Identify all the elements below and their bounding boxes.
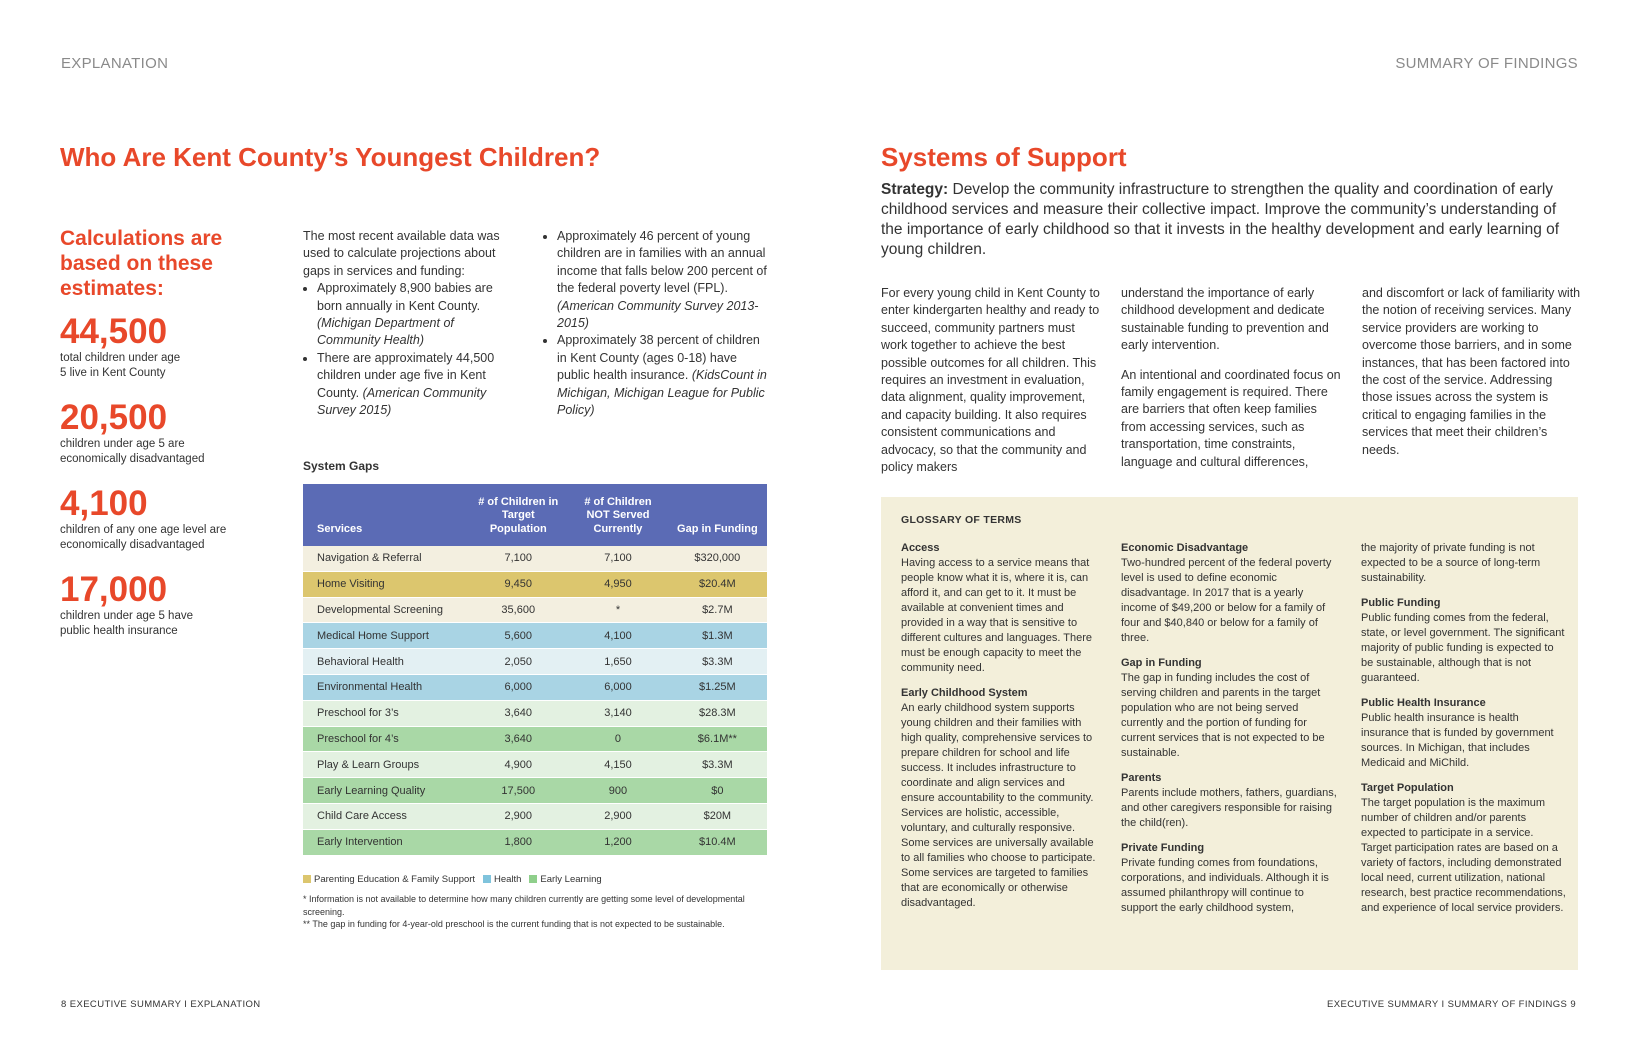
cell-service: Early Learning Quality (303, 778, 468, 804)
right-footer: EXECUTIVE SUMMARY I SUMMARY OF FINDINGS 9 (1326, 999, 1576, 1010)
support-column-2: understand the importance of early childhood development and dedicate sustainable funding to prevention and early intervention. An intentional and coordinated focus on family engagement is required. There are barriers that often keep families from accessing services, such as transportation, time constraints, language and cultural differences, (1121, 286, 1341, 469)
legend-swatch (483, 875, 491, 883)
right-running-header: SUMMARY OF FINDINGS (1395, 55, 1578, 72)
table-row (303, 829, 767, 855)
cell-gap: $6.1M** (668, 726, 767, 752)
cell-target: 6,000 (468, 674, 568, 700)
cell-not-served: 7,100 (568, 546, 667, 571)
stat-label: total children under age 5 live in Kent County (60, 352, 181, 379)
cell-gap: $20M (668, 803, 767, 829)
estimates-heading: Calculations are based on these estimates: (60, 227, 223, 300)
cell-gap: $2.7M (668, 597, 767, 623)
stat-value: 4,100 (60, 484, 148, 523)
legend-item: Health (483, 874, 521, 885)
column-header: # of Children NOT Served Currently (568, 484, 667, 546)
glossary-term: Economic Disadvantage (1121, 542, 1249, 554)
cell-service: Environmental Health (303, 674, 468, 700)
cell-gap: $28.3M (668, 700, 767, 726)
table-row (303, 700, 767, 726)
glossary-definition: Public health insurance is health insurance that is funded by government sources. In Michigan, that includes Medicaid and MiChild. (1361, 712, 1554, 769)
left-page-title: Who Are Kent County’s Youngest Children? (60, 142, 601, 172)
glossary-definition: Parents include mothers, fathers, guardians, and other caregivers responsible for raising the child(ren). (1121, 787, 1337, 829)
intro-bullet: • Approximately 38 percent of children in Kent County (ages 0-18) have public health insurance. (KidsCount in Michigan, Michigan League for Public Policy) (557, 332, 773, 419)
intro-column-2 (543, 228, 773, 419)
cell-gap: $1.3M (668, 623, 767, 649)
stat-value: 44,500 (60, 312, 168, 351)
glossary-definition: The gap in funding includes the cost of serving children and parents in the target population who are not being served currently and the portion of funding for current services that is not expected to be sustainable. (1121, 672, 1325, 759)
cell-service: Child Care Access (303, 803, 468, 829)
cell-service: Early Intervention (303, 829, 468, 855)
cell-not-served: * (568, 597, 667, 623)
intro-lead: The most recent available data was used to calculate projections about gaps in services and funding: (303, 229, 500, 278)
cell-not-served: 1,200 (568, 829, 667, 855)
glossary-definition: Private funding comes from foundations, corporations, and individuals. Although it is assumed philanthropy will continue to support the early childhood system, (1121, 857, 1329, 914)
right-page-title: Systems of Support (881, 142, 1127, 172)
intro-bullet: • Approximately 46 percent of young children are in families with an annual income that falls below 200 percent of the federal poverty level (FPL). (American Community Survey 2013-2015) (557, 228, 773, 332)
table-footnotes (303, 893, 773, 931)
cell-gap: $3.3M (668, 649, 767, 675)
stat-label: children under age 5 have public health insurance (60, 610, 193, 637)
cell-gap: $1.25M (668, 674, 767, 700)
cell-target: 5,600 (468, 623, 568, 649)
stat-block (60, 399, 280, 467)
cell-service: Home Visiting (303, 571, 468, 597)
intro-bullet: • There are approximately 44,500 children under age five in Kent County. (American Community Survey 2015) (317, 350, 513, 420)
cell-service: Behavioral Health (303, 649, 468, 675)
table-legend (303, 874, 602, 885)
table-row (303, 623, 767, 649)
table-row (303, 546, 767, 571)
cell-gap: $320,000 (668, 546, 767, 571)
cell-service: Medical Home Support (303, 623, 468, 649)
table-row (303, 571, 767, 597)
glossary-term: Target Population (1361, 782, 1454, 794)
table-row (303, 778, 767, 804)
footnote: * Information is not available to determine how many children currently are getting some level of developmental screening. (303, 894, 745, 917)
glossary-term: Access (901, 542, 940, 554)
legend-item: Early Learning (529, 874, 601, 885)
table-row (303, 649, 767, 675)
strategy-paragraph (881, 180, 1581, 260)
legend-swatch (529, 875, 537, 883)
stat-label: children of any one age level are economically disadvantaged (60, 524, 227, 551)
cell-service: Preschool for 3’s (303, 700, 468, 726)
stat-block (60, 485, 280, 553)
cell-gap: $20.4M (668, 571, 767, 597)
glossary-definition: Having access to a service means that people know what it is, where it is, can afford it, and can get to it. It must be available at convenient times and provided in a way that is sensitive to different cultures and languages. There must be enough capacity to meet the community need. (901, 557, 1093, 674)
cell-not-served: 4,100 (568, 623, 667, 649)
column-header: # of Children in Target Population (468, 484, 568, 546)
glossary-column-1 (901, 541, 1101, 911)
legend-swatch (303, 875, 311, 883)
cell-gap: $0 (668, 778, 767, 804)
table-row (303, 752, 767, 778)
table-row (303, 726, 767, 752)
cell-gap: $10.4M (668, 829, 767, 855)
stat-value: 20,500 (60, 398, 168, 437)
cell-service: Developmental Screening (303, 597, 468, 623)
estimates-column (60, 226, 280, 639)
glossary-definition: An early childhood system supports young children and their families with high quality, comprehensive services to prepare children for school and life success. It includes infrastructure to coordinate and align services and ensure accountability to the community. Services are holistic, accessible, voluntary, and culturally responsive. Some services are universally available to all families who choose to participate. Some services are targeted to families that are economically or otherwise disadvantaged. (901, 702, 1096, 909)
cell-service: Play & Learn Groups (303, 752, 468, 778)
intro-column-1 (303, 228, 513, 419)
system-gaps-label: System Gaps (303, 459, 380, 473)
cell-target: 7,100 (468, 546, 568, 571)
table-header-row (303, 484, 767, 546)
legend-item: Parenting Education & Family Support (303, 874, 475, 885)
stat-block (60, 571, 280, 639)
strategy-text: Develop the community infrastructure to strengthen the quality and coordination of early childhood services and measure their collective impact. Improve the community’s understanding of the importance of early childhood so that it invests in the healthy development and early learning of young children. (881, 181, 1560, 258)
cell-service: Navigation & Referral (303, 546, 468, 571)
cell-not-served: 900 (568, 778, 667, 804)
glossary-term: Public Health Insurance (1361, 697, 1486, 709)
glossary-title: GLOSSARY OF TERMS (901, 514, 1022, 526)
stat-label: children under age 5 are economically disadvantaged (60, 438, 205, 465)
cell-gap: $3.3M (668, 752, 767, 778)
column-header: Gap in Funding (668, 484, 767, 546)
table-row (303, 803, 767, 829)
stat-block (60, 313, 280, 381)
support-column-1: For every young child in Kent County to enter kindergarten healthy and ready to succeed, community partners must work together to achieve the best possible outcomes for all children. This requires an investment in evaluation, data alignment, quality improvement, and capacity building. It also requires consistent communications and advocacy, so that the community and policy makers (881, 286, 1100, 475)
glossary-column-3 (1361, 541, 1566, 916)
glossary-term: Public Funding (1361, 597, 1441, 609)
glossary-definition: Public funding comes from the federal, state, or level government. The significant majority of public funding is expected to be sustainable, although that is not guaranteed. (1361, 612, 1565, 684)
cell-not-served: 1,650 (568, 649, 667, 675)
cell-not-served: 2,900 (568, 803, 667, 829)
left-footer: 8 EXECUTIVE SUMMARY I EXPLANATION (61, 999, 261, 1010)
table-row (303, 674, 767, 700)
stat-value: 17,000 (60, 570, 168, 609)
cell-not-served: 4,150 (568, 752, 667, 778)
glossary-term: Early Childhood System (901, 687, 1028, 699)
system-gaps-table-wrap (303, 484, 767, 856)
cell-target: 35,600 (468, 597, 568, 623)
cell-target: 9,450 (468, 571, 568, 597)
cell-service: Preschool for 4’s (303, 726, 468, 752)
cell-target: 1,800 (468, 829, 568, 855)
glossary-term: Gap in Funding (1121, 657, 1202, 669)
column-header: Services (303, 484, 468, 546)
cell-target: 17,500 (468, 778, 568, 804)
left-running-header: EXPLANATION (61, 55, 169, 72)
cell-target: 3,640 (468, 700, 568, 726)
table-row (303, 597, 767, 623)
cell-target: 3,640 (468, 726, 568, 752)
footnote: ** The gap in funding for 4-year-old preschool is the current funding that is not expected to be sustainable. (303, 919, 725, 929)
glossary-column-2 (1121, 541, 1341, 916)
cell-not-served: 6,000 (568, 674, 667, 700)
cell-target: 2,050 (468, 649, 568, 675)
glossary-panel (881, 497, 1578, 970)
cell-not-served: 4,950 (568, 571, 667, 597)
glossary-definition: the majority of private funding is not expected to be a source of long-term sustainability. (1361, 542, 1541, 584)
glossary-term: Private Funding (1121, 842, 1205, 854)
support-column-3: and discomfort or lack of familiarity with the notion of receiving services. Many service providers are working to overcome those barriers, and in some instances, that has been factored into the cost of the service. Addressing those issues across the system is critical to engaging families in the services that meet their children’s needs. (1362, 286, 1581, 457)
cell-not-served: 3,140 (568, 700, 667, 726)
glossary-definition: Two-hundred percent of the federal poverty level is used to define economic disadvantage. In 2017 that is a yearly income of $49,200 or below for a family of four and $40,840 or below for a family of three. (1121, 557, 1332, 644)
strategy-label: Strategy: (881, 181, 949, 198)
system-gaps-table (303, 484, 767, 856)
cell-target: 2,900 (468, 803, 568, 829)
cell-target: 4,900 (468, 752, 568, 778)
cell-not-served: 0 (568, 726, 667, 752)
intro-bullet: • Approximately 8,900 babies are born annually in Kent County. (Michigan Department of Community Health) (317, 280, 513, 350)
glossary-term: Parents (1121, 772, 1162, 784)
glossary-definition: The target population is the maximum number of children and/or parents expected to participate in a service. Target participation rates are based on a variety of factors, including demonstrated local need, current utilization, national research, best practice recommendations, and experience of local service providers. (1361, 797, 1566, 914)
